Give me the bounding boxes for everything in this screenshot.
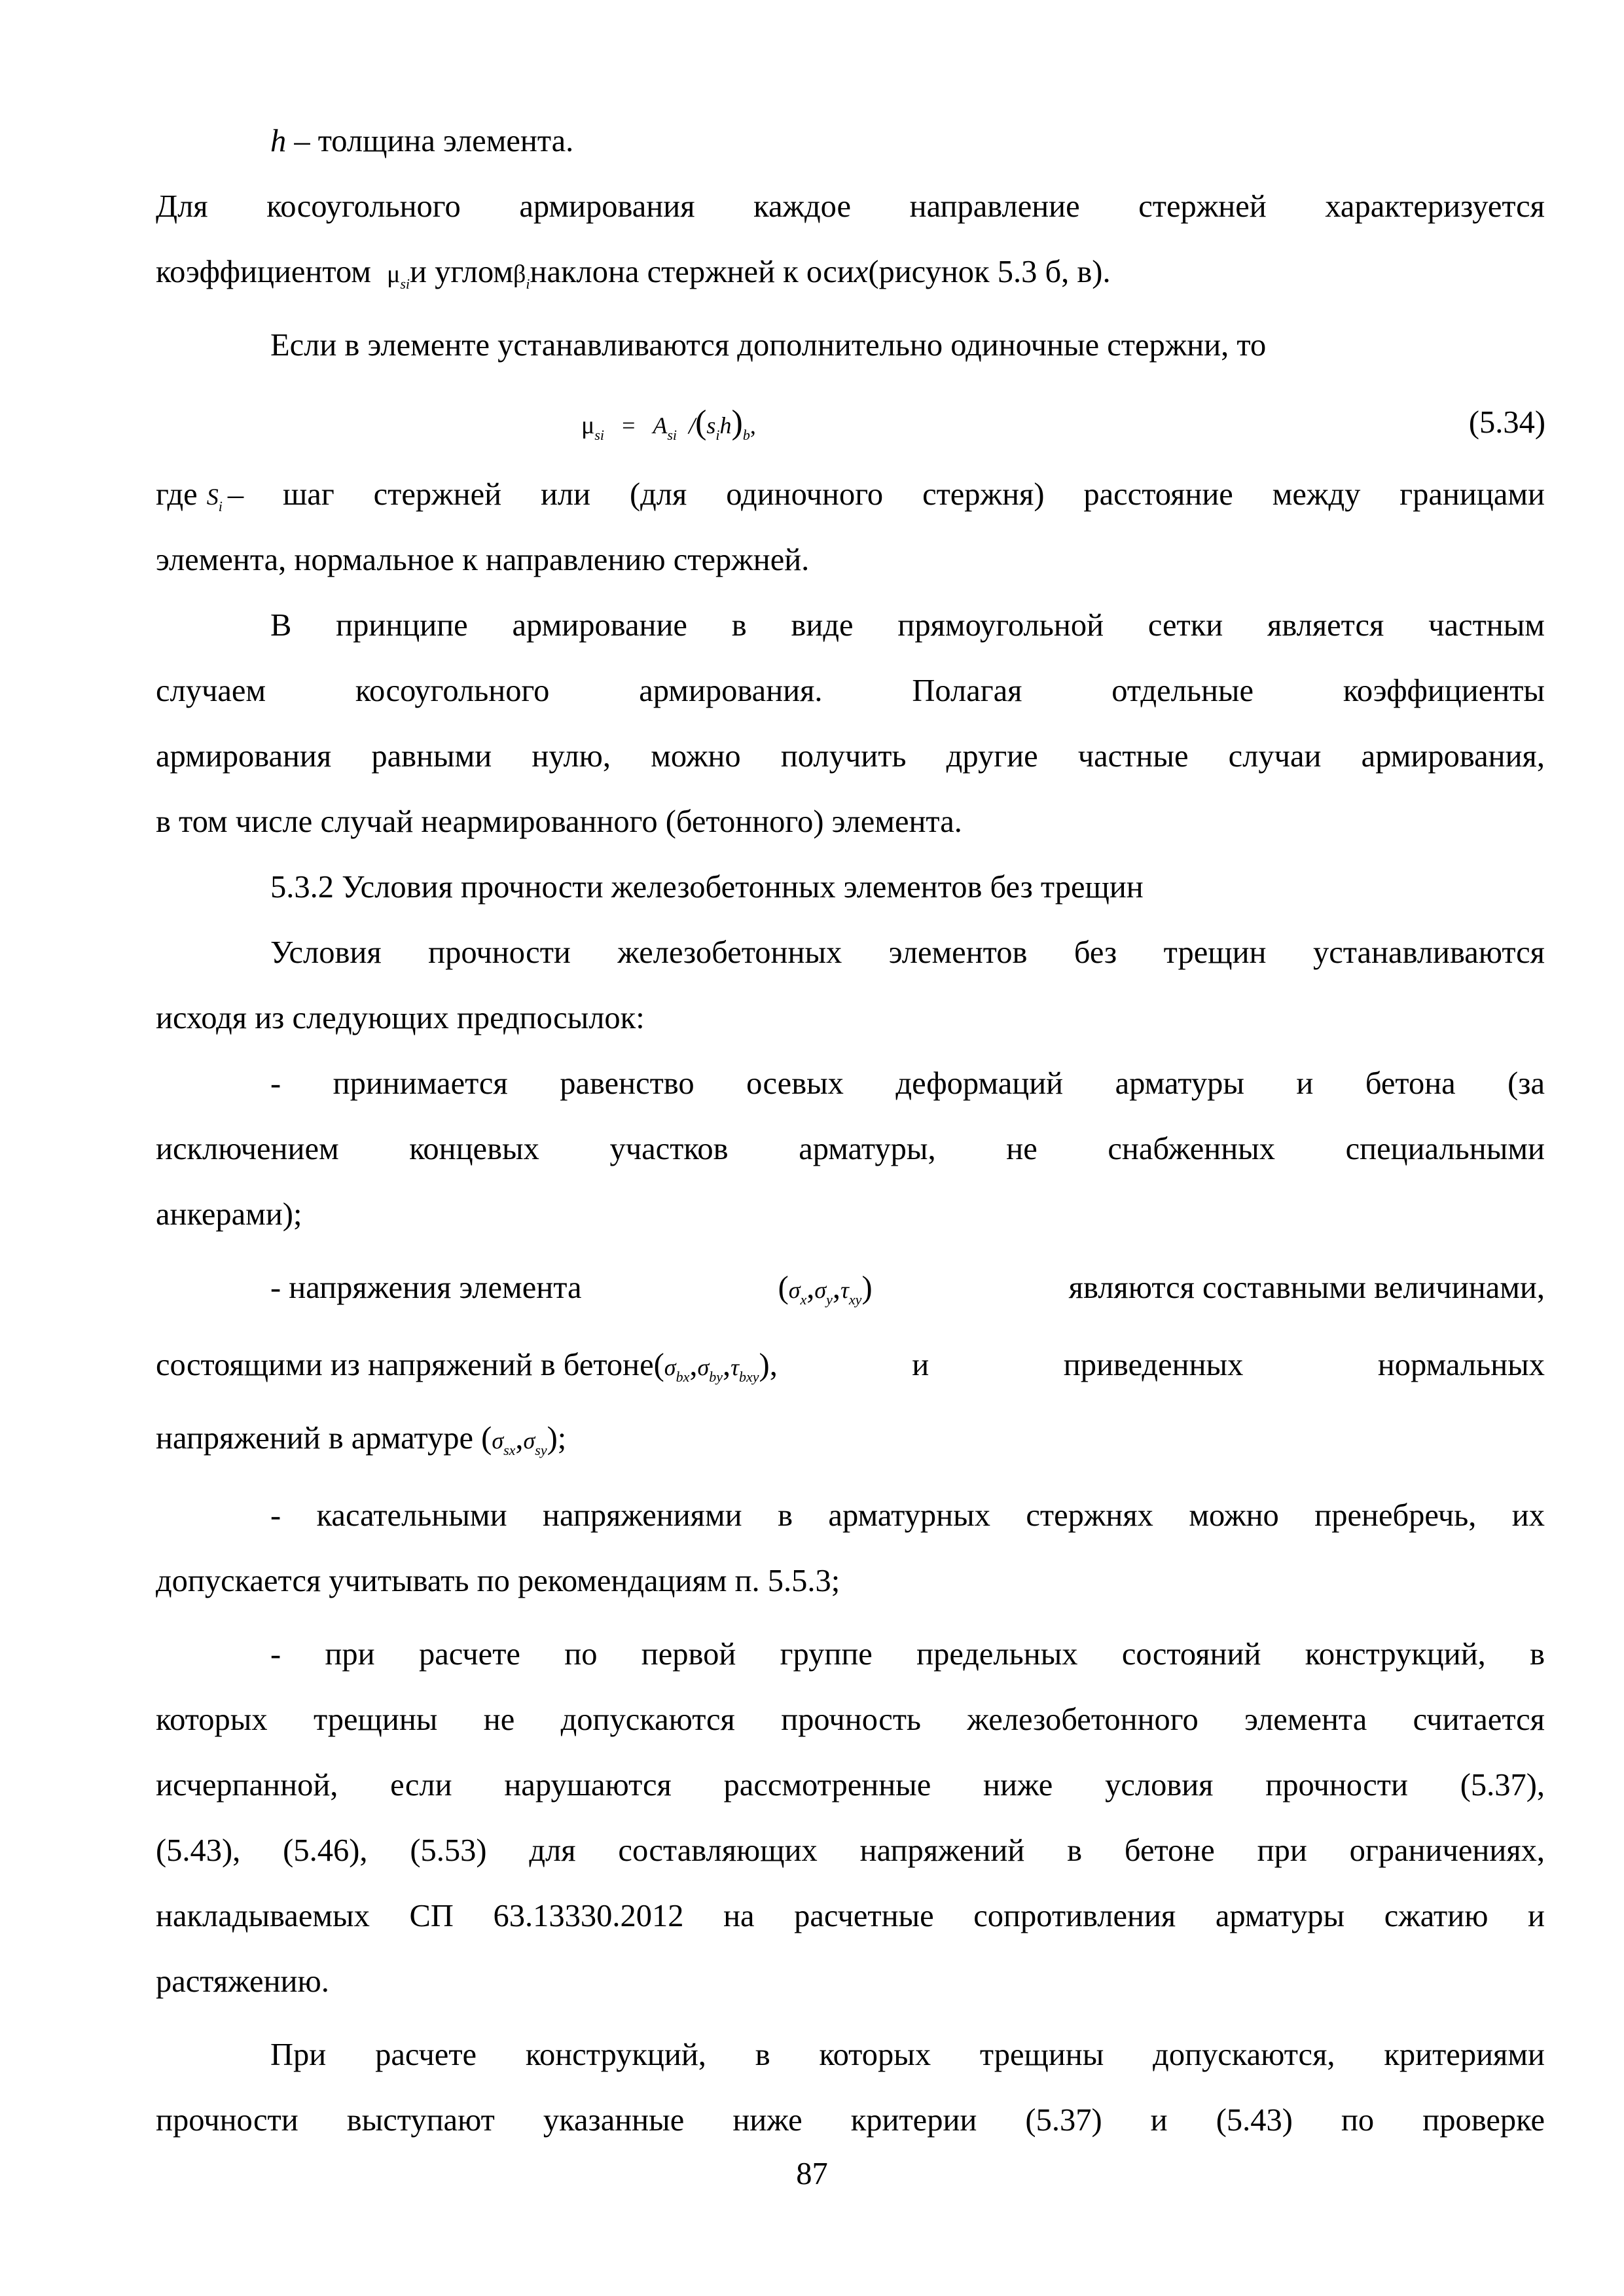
- bullet-deformations-line2: исключением концевых участков арматуры, не снабженных специальными: [156, 1132, 1545, 1166]
- bullet-first-group-line2: которых трещины не допускаются прочность железобетонного элемента считается: [156, 1702, 1545, 1737]
- bullet-deformations-line3: анкерами);: [156, 1197, 302, 1232]
- eq-sub-b: b: [742, 427, 750, 443]
- paragraph-principle-line3: армирования равными нулю, можно получить другие частные случаи армирования,: [156, 739, 1545, 774]
- bullet-first-group-line6: растяжению.: [156, 1964, 329, 1999]
- text-thickness: – толщина элемента.: [286, 124, 574, 158]
- paragraph-thickness: [156, 109, 1624, 174]
- sub-y: y: [826, 1291, 833, 1308]
- sigma-y: σ: [814, 1277, 827, 1303]
- page-number: 87: [796, 2157, 828, 2191]
- paragraph-single-rods: Если в элементе устанавливаются дополнительно одиночные стержни, то: [270, 328, 1267, 363]
- sigma-x: σ: [788, 1277, 801, 1303]
- eq-s: s: [706, 412, 716, 439]
- stress-tuple-element: $(\sigma_x,\sigma_y,\tau_{xy})$: [778, 1270, 873, 1308]
- text-normal-stress: , и приведенных нормальных: [769, 1348, 1545, 1382]
- bullet-first-group-line5: накладываемых СП 63.13330.2012 на расчетные сопротивления арматуры сжатию и: [156, 1899, 1545, 1933]
- sub-xy: xy: [848, 1291, 862, 1308]
- bullet-shear-line2: допускается учитывать по рекомендациям п. 5.5.3;: [156, 1564, 840, 1598]
- paragraph-conditions-line1: Условия прочности железобетонных элементов без трещин устанавливаются: [270, 935, 1545, 970]
- bullet-first-group-line3: исчерпанной, если нарушаются рассмотренные ниже условия прочности (5.37),: [156, 1768, 1545, 1803]
- eq-equals: =: [622, 412, 636, 439]
- sub-si: si: [400, 276, 410, 292]
- sigma-bx: σ: [664, 1354, 676, 1380]
- var-x: x: [854, 255, 869, 289]
- sub-by: by: [709, 1369, 723, 1385]
- eq-slash: /: [689, 412, 696, 439]
- bullet-first-group-line1: - при расчете по первой группе предельных состояний конструкций, в: [270, 1637, 1545, 1672]
- equation-5-34: [581, 390, 756, 468]
- sigma-by: σ: [697, 1354, 710, 1380]
- sub-bxy: bxy: [739, 1369, 759, 1385]
- symbol-mu: μ: [386, 260, 401, 288]
- paragraph-principle-line2: случаем косоугольного армирования. Полагая отдельные коэффициенты: [156, 673, 1545, 708]
- equation-number: (5.34): [1468, 405, 1545, 440]
- eq-sub-si: si: [594, 427, 605, 443]
- tau-xy: τ: [840, 1277, 849, 1303]
- bullet-shear-line1: - касательными напряжениями в арматурных стержнях можно пренебречь, их: [270, 1498, 1545, 1533]
- symbol-S: S: [206, 484, 219, 510]
- paragraph-cracks-line1: При расчете конструкций, в которых трещины допускаются, критериями: [270, 2037, 1545, 2072]
- bullet-stresses-line3: напряжений в арматуре $(\sigma_{sx},\sigma_{sy})$;: [156, 1421, 567, 1458]
- paragraph-principle-line1: В принципе армирование в виде прямоугольной сетки является частным: [270, 608, 1545, 643]
- paragraph-conditions-line2: исходя из следующих предпосылок:: [156, 1001, 645, 1035]
- paragraph-oblique-line2: [156, 240, 1545, 317]
- text-semicolon: ;: [557, 1421, 567, 1456]
- text-step: – шаг стержней или (для одиночного стержня) расстояние между границами: [227, 477, 1545, 512]
- bullet-stresses-line1: [156, 1255, 1545, 1333]
- eq-A: A: [653, 412, 668, 439]
- text-angle: и углом: [410, 255, 514, 289]
- text-where: где: [156, 477, 198, 512]
- text-coef: коэффициентом: [156, 255, 371, 289]
- bullet-first-group-line4: (5.43), (5.46), (5.53) для составляющих напряжений в бетоне при ограничениях,: [156, 1833, 1545, 1868]
- stress-tuple-concrete: $(\sigma_{bx},\sigma_{by},\tau_{bxy})$: [653, 1348, 770, 1385]
- text-composite: являются составными величинами,: [1068, 1270, 1545, 1305]
- text-rebar-stress: напряжений в арматуре: [156, 1421, 474, 1456]
- bullet-stresses-line2: [156, 1333, 1545, 1410]
- paragraph-cracks-line2: прочности выступают указанные ниже критерии (5.37) и (5.43) по проверке: [156, 2103, 1545, 2138]
- tau-bxy: τ: [731, 1354, 739, 1380]
- paragraph-oblique-line1: Для косоугольного армирования каждое направление стержней характеризуется: [156, 189, 1545, 224]
- eq-close-paren: ): [731, 404, 743, 441]
- text-incline: наклона стержней к оси: [530, 255, 854, 289]
- sub-i: i: [526, 276, 530, 292]
- eq-sub-si2: si: [667, 427, 677, 443]
- sub-bx: bx: [676, 1369, 690, 1385]
- text-figure-ref: (рисунок 5.3 б, в).: [868, 255, 1111, 289]
- eq-open-paren: (: [695, 404, 707, 441]
- sub-i-s: i: [218, 498, 223, 514]
- text-stresses: - напряжения элемента: [270, 1270, 582, 1305]
- symbol-mu-si: [387, 240, 410, 317]
- sigma-sx: σ: [492, 1427, 504, 1454]
- eq-h: h: [719, 412, 732, 439]
- text-concrete-stress: состоящими из напряжений в бетоне: [156, 1348, 654, 1382]
- paragraph-where-s-line2: элемента, нормальное к направлению стержней.: [156, 543, 810, 577]
- section-heading: 5.3.2 Условия прочности железобетонных элементов без трещин: [270, 870, 1144, 905]
- symbol-beta-i: [513, 240, 530, 317]
- bullet-deformations-line1: - принимается равенство осевых деформаций арматуры и бетона (за: [270, 1066, 1545, 1101]
- symbol-beta: β: [513, 260, 526, 288]
- var-h: h: [270, 124, 287, 158]
- sub-sx: sx: [503, 1442, 516, 1458]
- eq-sub-i: i: [715, 427, 720, 443]
- paragraph-principle-line4: в том числе случай неармированного (бетонного) элемента.: [156, 804, 962, 839]
- sub-sy: sy: [535, 1442, 547, 1458]
- sub-x: x: [800, 1291, 807, 1308]
- sigma-sy: σ: [523, 1427, 535, 1454]
- eq-comma: ,: [749, 412, 756, 439]
- eq-mu: μ: [581, 412, 595, 439]
